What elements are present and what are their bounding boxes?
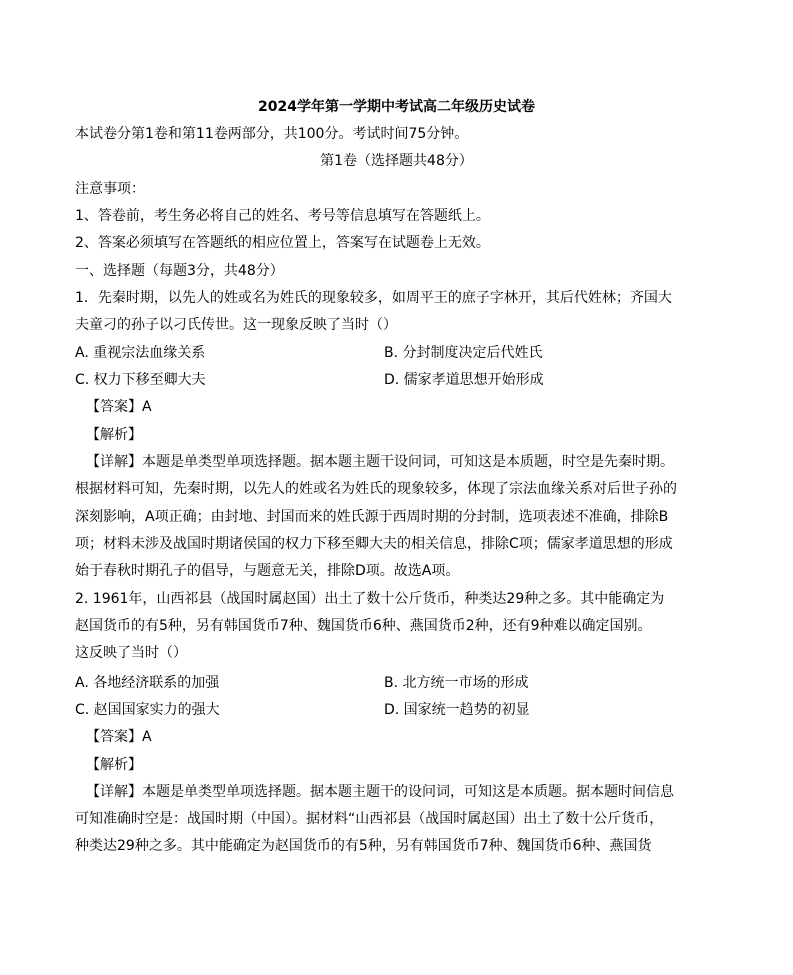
q1-option-c: C. 权力下移至卿大夫 [75,372,206,388]
q1-stem-line: 夫童刁的孙子以刁氏传世。这一现象反映了当时（） [75,317,397,333]
note-item: 2、答案必须填写在答题纸的相应位置上，答案写在试题卷上无效。 [75,235,490,251]
q2-detail-line: 可知准确时空是：战国时期（中国）。据材料“山西祁县（战国时属赵国）出土了数十公斤货币， [75,811,664,827]
q2-option-c: C. 赵国国家实力的强大 [75,702,220,718]
q1-detail-line: 始于春秋时期孔子的倡导，与题意无关，排除D项。故选A项。 [75,563,460,579]
q2-option-a: A. 各地经济联系的加强 [75,675,220,691]
q2-option-b: B. 北方统一市场的形成 [384,675,529,691]
q1-option-a: A. 重视宗法血缘关系 [75,345,206,361]
q1-detail-line: 深刻影响，A项正确；由封地、封国而来的姓氏源于西周时期的分封制，选项表述不准确，排除B [75,509,669,525]
note-item: 1、答卷前，考生务必将自己的姓名、考号等信息填写在答题纸上。 [75,208,490,224]
q1-option-d: D. 儒家孝道思想开始形成 [384,372,544,388]
q2-option-d: D. 国家统一趋势的初显 [384,702,530,718]
q1-detail-line: 根据材料可知，先秦时期，以先人的姓或名为姓氏的现象较多，体现了宗法血缘关系对后世子孙的 [75,481,677,497]
q1-answer: 【答案】A [86,399,152,415]
q1-detail-line: 【详解】本题是单类型单项选择题。据本题主题干设问词，可知这是本质题，时空是先秦时期。 [86,454,674,470]
exam-intro: 本试卷分第1卷和第11卷两部分，共100分。考试时间75分钟。 [75,126,469,142]
section-header: 第1卷（选择题共48分） [320,153,473,169]
q2-analysis-label: 【解析】 [86,757,142,773]
q2-stem-line: 这反映了当时（） [75,645,187,661]
q2-stem-line: 赵国货币的有5种，另有韩国货币7种、魏国货币6种、燕国货币2种，还有9种难以确定国别。 [75,618,652,634]
q2-detail-line: 【详解】本题是单类型单项选择题。据本题主题干的设问词，可知这是本质题。据本题时间信息 [86,784,674,800]
exam-title: 2024学年第一学期中考试高二年级历史试卷 [258,99,535,115]
q2-detail-line: 种类达29种之多。其中能确定为赵国货币的有5种，另有韩国货币7种、魏国货币6种、燕国货 [75,838,652,854]
q2-stem-line: 2. 1961年，山西祁县（战国时属赵国）出土了数十公斤货币，种类达29种之多。其中能确定为 [75,591,665,607]
notes-heading: 注意事项： [75,181,145,197]
q1-option-b: B. 分封制度决定后代姓氏 [384,345,543,361]
q1-analysis-label: 【解析】 [86,427,142,443]
q1-stem-line: 1．先秦时期，以先人的姓或名为姓氏的现象较多，如周平王的庶子字林开，其后代姓林；齐国大 [75,290,672,306]
q2-answer: 【答案】A [86,729,152,745]
part-heading: 一、选择题（每题3分，共48分） [75,263,284,279]
q1-detail-line: 项；材料未涉及战国时期诸侯国的权力下移至卿大夫的相关信息，排除C项；儒家孝道思想的形成 [75,536,673,552]
